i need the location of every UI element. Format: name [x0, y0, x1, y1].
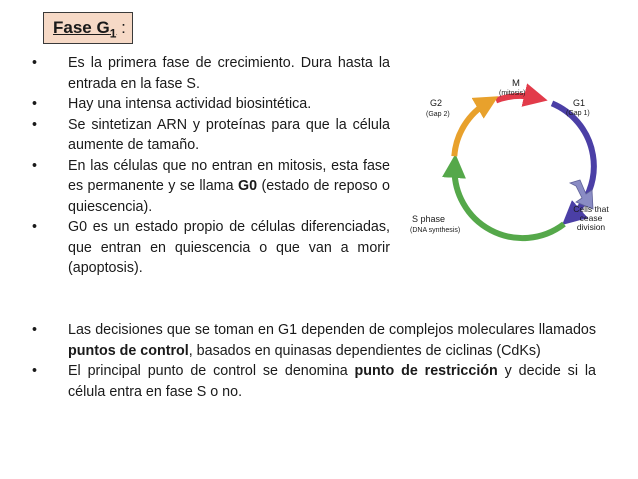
- bold-term: puntos de control: [68, 342, 189, 359]
- title-main: Fase $G_1$: [53, 18, 117, 41]
- bullet-item: [30, 217, 390, 279]
- bullet-text: El principal punto de control se denomina: [68, 363, 355, 379]
- s-phase-arc: [455, 166, 564, 238]
- bullet-text: En las células que no entran en mitosis, esta fase es permanente y se llama: [68, 157, 390, 194]
- bold-term: G0: [237, 178, 258, 194]
- bullet-item: [30, 156, 390, 218]
- bullet-text: G0 es un estado propio de células diferenciadas, que entran en quiescencia o que van a morir (apoptosis).: [68, 219, 390, 276]
- bullet-text: y decide si la célula entra en fase S o no.: [68, 363, 596, 400]
- exit-label-2: cease: [579, 213, 603, 223]
- bullet-item: [30, 115, 390, 156]
- bullet-text: Es la primera fase de crecimiento. Dura hasta la entrada en la fase S.: [68, 55, 390, 92]
- bullet-text: Se sintetizan ARN y proteínas para que la célula aumente de tamaño.: [68, 116, 390, 153]
- bullet-item: [30, 94, 390, 115]
- m-label: M: [512, 78, 520, 89]
- bullet-text: (estado de reposo o quiescencia).: [68, 178, 390, 215]
- g2-arc: [454, 102, 488, 156]
- bullet-text: Hay una intensa actividad biosintética.: [68, 96, 312, 112]
- g1-label: G1: [573, 98, 586, 108]
- bullet-item: [30, 320, 596, 361]
- bullet-list-bottom: [30, 320, 596, 402]
- bullet-list-top: [30, 53, 390, 279]
- g2-sub-label: (Gap 2): [426, 111, 450, 118]
- bullet-text: , basados en quinasas dependientes de ciclinas (CdKs): [188, 342, 541, 359]
- slide-title: [43, 12, 133, 44]
- bullet-text: Las decisiones que se toman en G1 dependen de complejos moleculares llamados: [68, 322, 596, 338]
- g1-sub-label: (Gap 1): [566, 110, 590, 117]
- exit-label-3: division: [576, 222, 606, 232]
- bullet-item: [30, 53, 390, 94]
- s-phase-sub-label: (DNA synthesis): [410, 227, 461, 234]
- g2-label: G2: [430, 98, 443, 108]
- exit-label-1: Cells that: [573, 204, 609, 214]
- m-sub-label: (mitosis): [499, 90, 526, 97]
- cell-cycle-diagram: [408, 76, 636, 252]
- s-phase-label: S phase: [412, 214, 446, 224]
- title-suffix: :: [116, 18, 126, 37]
- bullet-item: [30, 361, 596, 402]
- bold-term: punto de restricción: [354, 363, 498, 379]
